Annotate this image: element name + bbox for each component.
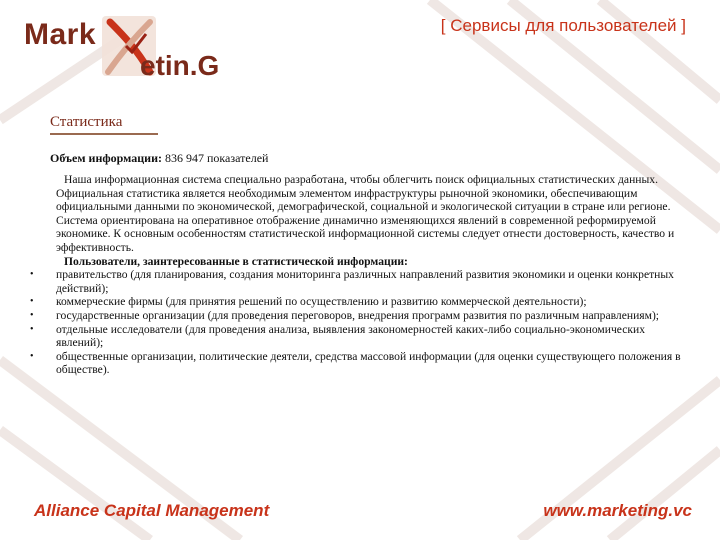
logo-text-eting: etin.G <box>140 50 220 81</box>
page-header-title: [ Сервисы для пользователей ] <box>440 16 686 35</box>
footer-company-name: Alliance Capital Management <box>34 501 270 520</box>
description-paragraph: Наша информационная система специально разработана, чтобы облегчить поиск официальных статистических данных. Официальная статистика является необходимым элементом инфраструктуры рыночной экономики, обеспечивающим официальными данными по экономической, демографической, социальной и экологической ситуации в стране или регионе. Система ориентирована на оперативное отображение динамично изменяющихся явлений в современной реформируемой экономике. К основным особенностям статистической информационной системы следует отнести достоверность, качество и эффективность. <box>56 173 675 254</box>
volume-label: Объем информации: <box>50 151 162 165</box>
volume-value: 836 947 показателей <box>164 151 269 165</box>
bullet-icon: • <box>30 269 34 281</box>
bullet-icon: • <box>30 323 34 335</box>
section-title: Статистика <box>50 114 158 135</box>
content-body <box>30 173 690 377</box>
interested-users-heading: Пользователи, заинтересованные в статистической информации: <box>64 254 408 268</box>
list-item: • общественные организации, политические деятели, средства массовой информации (для оценки существующего положения в обществе). <box>30 349 681 377</box>
footer-website-link[interactable]: www.marketing.vc <box>543 501 692 520</box>
bullet-icon: • <box>30 350 34 362</box>
list-item: • коммерческие фирмы (для принятия решений по осуществлению и развитию коммерческой деятельности); <box>30 295 587 309</box>
bullet-icon: • <box>30 309 34 321</box>
information-volume <box>50 151 268 166</box>
list-item: • отдельные исследователи (для проведения анализа, выявления закономерностей каких-либо социально-экономических явлений); <box>30 322 645 350</box>
logo-text-mark: Mark <box>24 18 97 51</box>
bullet-icon: • <box>30 296 34 308</box>
company-logo[interactable] <box>18 10 228 82</box>
list-item: • государственные организации (для проведения переговоров, внедрения программ развития по различным направлениям); <box>30 308 660 322</box>
interested-users-list <box>30 268 690 377</box>
list-item: • правительство (для планирования, создания мониторинга различных направлений развития экономики и оценки конкретных действий); <box>30 268 674 295</box>
